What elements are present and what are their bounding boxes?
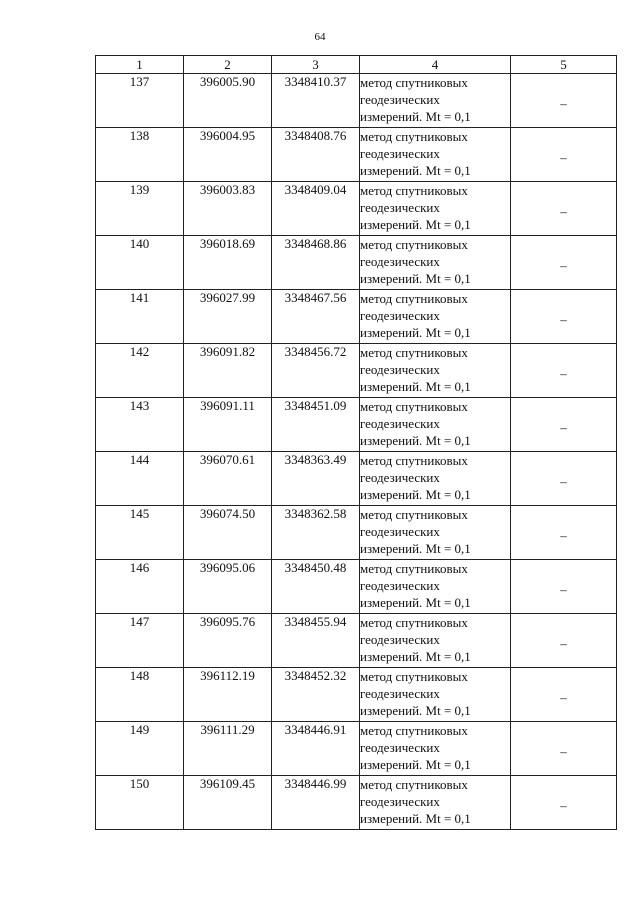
method-line: измерений. Mt = 0,1 — [360, 379, 471, 394]
table-row — [96, 344, 617, 398]
point-number-cell: 144 — [96, 452, 184, 506]
table-row — [96, 398, 617, 452]
method-line: измерений. Mt = 0,1 — [360, 595, 471, 610]
accuracy-value: – — [560, 527, 567, 543]
x-coordinate-cell: 396112.19 — [184, 668, 272, 722]
table-row — [96, 74, 617, 128]
point-number-cell: 145 — [96, 506, 184, 560]
x-coordinate-cell: 396109.45 — [184, 776, 272, 830]
y-coordinate-cell: 3348446.99 — [272, 776, 360, 830]
accuracy-value: – — [560, 365, 567, 381]
method-cell — [360, 398, 511, 452]
column-header-5: 5 — [511, 56, 617, 74]
y-coordinate-cell: 3348468.86 — [272, 236, 360, 290]
accuracy-value: – — [560, 743, 567, 759]
method-line: геодезических — [360, 146, 440, 161]
y-coordinate-cell: 3348451.09 — [272, 398, 360, 452]
method-line: метод спутниковых — [360, 777, 468, 792]
x-coordinate-cell: 396095.06 — [184, 560, 272, 614]
method-line: метод спутниковых — [360, 507, 468, 522]
method-line: измерений. Mt = 0,1 — [360, 757, 471, 772]
method-line: геодезических — [360, 686, 440, 701]
accuracy-cell — [511, 506, 617, 560]
column-header-3: 3 — [272, 56, 360, 74]
method-line: метод спутниковых — [360, 615, 468, 630]
method-line: метод спутниковых — [360, 75, 468, 90]
accuracy-cell — [511, 776, 617, 830]
y-coordinate-cell: 3348456.72 — [272, 344, 360, 398]
accuracy-cell — [511, 74, 617, 128]
table-row — [96, 668, 617, 722]
accuracy-cell — [511, 560, 617, 614]
accuracy-value: – — [560, 419, 567, 435]
x-coordinate-cell: 396111.29 — [184, 722, 272, 776]
method-line: геодезических — [360, 740, 440, 755]
accuracy-cell — [511, 236, 617, 290]
method-cell — [360, 560, 511, 614]
method-line: метод спутниковых — [360, 291, 468, 306]
method-line: метод спутниковых — [360, 345, 468, 360]
method-line: метод спутниковых — [360, 453, 468, 468]
table-row — [96, 452, 617, 506]
y-coordinate-cell: 3348409.04 — [272, 182, 360, 236]
method-line: измерений. Mt = 0,1 — [360, 433, 471, 448]
table-row — [96, 614, 617, 668]
table-row — [96, 182, 617, 236]
accuracy-value: – — [560, 95, 567, 111]
column-header-2: 2 — [184, 56, 272, 74]
method-line: геодезических — [360, 794, 440, 809]
accuracy-value: – — [560, 635, 567, 651]
table-row — [96, 506, 617, 560]
method-line: измерений. Mt = 0,1 — [360, 811, 471, 826]
point-number-cell: 139 — [96, 182, 184, 236]
accuracy-cell — [511, 668, 617, 722]
method-line: метод спутниковых — [360, 399, 468, 414]
accuracy-cell — [511, 398, 617, 452]
point-number-cell: 138 — [96, 128, 184, 182]
point-number-cell: 148 — [96, 668, 184, 722]
y-coordinate-cell: 3348363.49 — [272, 452, 360, 506]
method-cell — [360, 776, 511, 830]
method-cell — [360, 344, 511, 398]
coordinates-table — [95, 55, 617, 830]
table-row — [96, 722, 617, 776]
column-header-1: 1 — [96, 56, 184, 74]
point-number-cell: 142 — [96, 344, 184, 398]
method-cell — [360, 614, 511, 668]
method-line: измерений. Mt = 0,1 — [360, 649, 471, 664]
method-line: измерений. Mt = 0,1 — [360, 163, 471, 178]
point-number-cell: 147 — [96, 614, 184, 668]
method-cell — [360, 722, 511, 776]
column-header-4: 4 — [360, 56, 511, 74]
accuracy-cell — [511, 344, 617, 398]
x-coordinate-cell: 396074.50 — [184, 506, 272, 560]
method-line: метод спутниковых — [360, 669, 468, 684]
method-line: измерений. Mt = 0,1 — [360, 217, 471, 232]
accuracy-cell — [511, 614, 617, 668]
point-number-cell: 143 — [96, 398, 184, 452]
method-line: метод спутниковых — [360, 561, 468, 576]
method-line: геодезических — [360, 92, 440, 107]
point-number-cell: 140 — [96, 236, 184, 290]
point-number-cell: 146 — [96, 560, 184, 614]
x-coordinate-cell: 396004.95 — [184, 128, 272, 182]
table-row — [96, 776, 617, 830]
x-coordinate-cell: 396091.11 — [184, 398, 272, 452]
accuracy-value: – — [560, 581, 567, 597]
y-coordinate-cell: 3348446.91 — [272, 722, 360, 776]
method-line: геодезических — [360, 200, 440, 215]
method-line: геодезических — [360, 632, 440, 647]
method-line: метод спутниковых — [360, 237, 468, 252]
method-line: измерений. Mt = 0,1 — [360, 703, 471, 718]
x-coordinate-cell: 396003.83 — [184, 182, 272, 236]
x-coordinate-cell: 396027.99 — [184, 290, 272, 344]
y-coordinate-cell: 3348410.37 — [272, 74, 360, 128]
accuracy-value: – — [560, 203, 567, 219]
table-header — [96, 56, 617, 74]
accuracy-value: – — [560, 149, 567, 165]
method-line: измерений. Mt = 0,1 — [360, 109, 471, 124]
method-line: геодезических — [360, 254, 440, 269]
point-number-cell: 149 — [96, 722, 184, 776]
method-cell — [360, 290, 511, 344]
accuracy-value: – — [560, 797, 567, 813]
x-coordinate-cell: 396095.76 — [184, 614, 272, 668]
method-cell — [360, 668, 511, 722]
y-coordinate-cell: 3348362.58 — [272, 506, 360, 560]
accuracy-cell — [511, 452, 617, 506]
method-line: измерений. Mt = 0,1 — [360, 541, 471, 556]
method-line: геодезических — [360, 308, 440, 323]
y-coordinate-cell: 3348455.94 — [272, 614, 360, 668]
x-coordinate-cell: 396091.82 — [184, 344, 272, 398]
method-line: метод спутниковых — [360, 723, 468, 738]
y-coordinate-cell: 3348408.76 — [272, 128, 360, 182]
page-number: 64 — [314, 31, 326, 43]
x-coordinate-cell: 396005.90 — [184, 74, 272, 128]
method-cell — [360, 506, 511, 560]
method-cell — [360, 236, 511, 290]
table-row — [96, 128, 617, 182]
method-cell — [360, 128, 511, 182]
y-coordinate-cell: 3348452.32 — [272, 668, 360, 722]
accuracy-cell — [511, 128, 617, 182]
x-coordinate-cell: 396070.61 — [184, 452, 272, 506]
method-cell — [360, 452, 511, 506]
accuracy-value: – — [560, 689, 567, 705]
accuracy-value: – — [560, 257, 567, 273]
method-cell — [360, 182, 511, 236]
method-line: геодезических — [360, 524, 440, 539]
x-coordinate-cell: 396018.69 — [184, 236, 272, 290]
accuracy-value: – — [560, 311, 567, 327]
method-line: геодезических — [360, 578, 440, 593]
accuracy-cell — [511, 722, 617, 776]
method-cell — [360, 74, 511, 128]
y-coordinate-cell: 3348467.56 — [272, 290, 360, 344]
method-line: геодезических — [360, 470, 440, 485]
accuracy-cell — [511, 182, 617, 236]
accuracy-value: – — [560, 473, 567, 489]
method-line: геодезических — [360, 416, 440, 431]
accuracy-cell — [511, 290, 617, 344]
y-coordinate-cell: 3348450.48 — [272, 560, 360, 614]
table-row — [96, 236, 617, 290]
method-line: метод спутниковых — [360, 183, 468, 198]
method-line: метод спутниковых — [360, 129, 468, 144]
point-number-cell: 141 — [96, 290, 184, 344]
method-line: измерений. Mt = 0,1 — [360, 487, 471, 502]
point-number-cell: 137 — [96, 74, 184, 128]
method-line: измерений. Mt = 0,1 — [360, 325, 471, 340]
header-row — [96, 56, 617, 74]
method-line: геодезических — [360, 362, 440, 377]
table-row — [96, 290, 617, 344]
table-body — [96, 74, 617, 830]
point-number-cell: 150 — [96, 776, 184, 830]
table-row — [96, 560, 617, 614]
method-line: измерений. Mt = 0,1 — [360, 271, 471, 286]
